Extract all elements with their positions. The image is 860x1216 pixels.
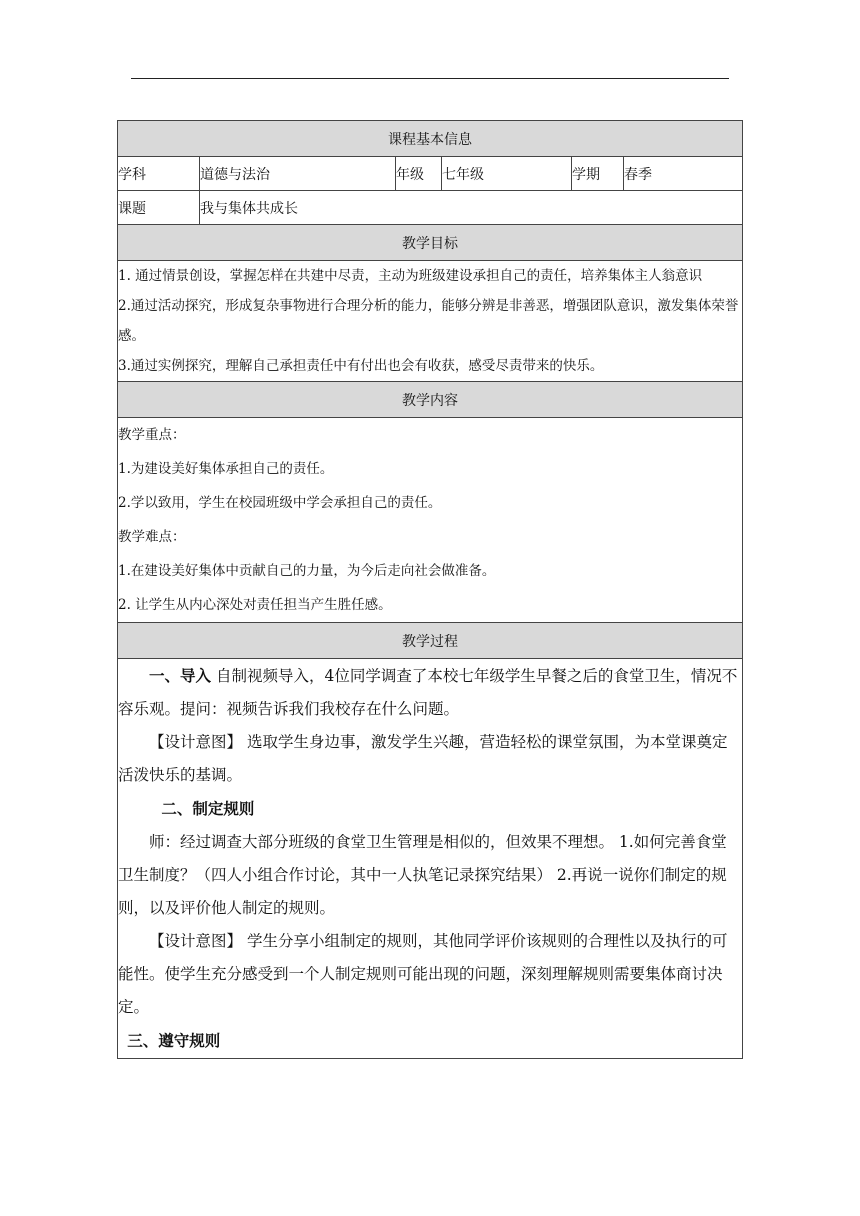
step-rules-heading: 二、制定规则 [161, 799, 255, 818]
intent-label: 【设计意图】 [149, 932, 243, 950]
intent-text: 学生分享小组制定的规则，其他同学评价该规则的合理性以及执行的可能性。使学生充分感受到一个人制定规则可能出现的问题，深刻理解规则需要集体商讨决定。 [118, 932, 728, 1016]
content-cell [118, 418, 743, 623]
section-header-basic-info: 课程基本信息 [118, 121, 743, 157]
grade-label: 年级 [396, 157, 442, 191]
term-value: 春季 [624, 157, 743, 191]
subject-value: 道德与法治 [200, 157, 396, 191]
step-intro-heading: 一、导入 [149, 666, 212, 685]
goal-item: 3.通过实例探究，理解自己承担责任中有付出也会有收获，感受尽责带来的快乐。 [118, 358, 604, 374]
header-rule [131, 78, 729, 79]
grade-value: 七年级 [442, 157, 572, 191]
goals-cell [118, 261, 743, 382]
step-intro-text: 自制视频导入，4位同学调查了本校七年级学生早餐之后的食堂卫生，情况不容乐观。提问：视频告诉我们我校存在什么问题。 [118, 667, 738, 718]
section-header-content: 教学内容 [118, 382, 743, 418]
difficult-point-item: 1.在建设美好集体中贡献自己的力量，为今后走向社会做准备。 [118, 563, 496, 579]
step-rules-text: 师：经过调查大部分班级的食堂卫生管理是相似的，但效果不理想。 1.如何完善食堂卫生制度？（四人小组合作讨论，其中一人执笔记录探究结果） 2.再说一说你们制定的规则，以及评价他人制定的规则。 [118, 833, 727, 917]
difficult-point-item: 2. 让学生从内心深处对责任担当产生胜任感。 [118, 597, 392, 613]
section-header-goals: 教学目标 [118, 225, 743, 261]
step-intro-intent [118, 726, 742, 792]
topic-value: 我与集体共成长 [200, 191, 743, 225]
step-intro [118, 659, 742, 726]
key-points-label: 教学重点： [118, 427, 186, 443]
difficult-points-label: 教学难点： [118, 529, 186, 545]
key-point-item: 2.学以致用，学生在校园班级中学会承担自己的责任。 [118, 495, 442, 511]
key-point-item: 1.为建设美好集体承担自己的责任。 [118, 461, 334, 477]
step-obey-heading: 三、遵守规则 [127, 1031, 221, 1050]
term-label: 学期 [572, 157, 624, 191]
process-cell [118, 659, 743, 1059]
info-row [118, 157, 743, 191]
topic-label: 课题 [118, 191, 200, 225]
intent-text: 选取学生身边事，激发学生兴趣，营造轻松的课堂氛围，为本堂课奠定活泼快乐的基调。 [118, 733, 728, 784]
intent-label: 【设计意图】 [149, 733, 243, 751]
subject-label: 学科 [118, 157, 200, 191]
topic-row [118, 191, 743, 225]
section-header-process: 教学过程 [118, 623, 743, 659]
lesson-plan-table [117, 120, 743, 1059]
step-rules-intent [118, 925, 742, 1024]
goal-item: 2.通过活动探究，形成复杂事物进行合理分析的能力，能够分辨是非善恶，增强团队意识，激发集体荣誉感。 [118, 298, 739, 344]
goal-item: 1. 通过情景创设，掌握怎样在共建中尽责，主动为班级建设承担自己的责任，培养集体主人翁意识 [118, 268, 703, 284]
